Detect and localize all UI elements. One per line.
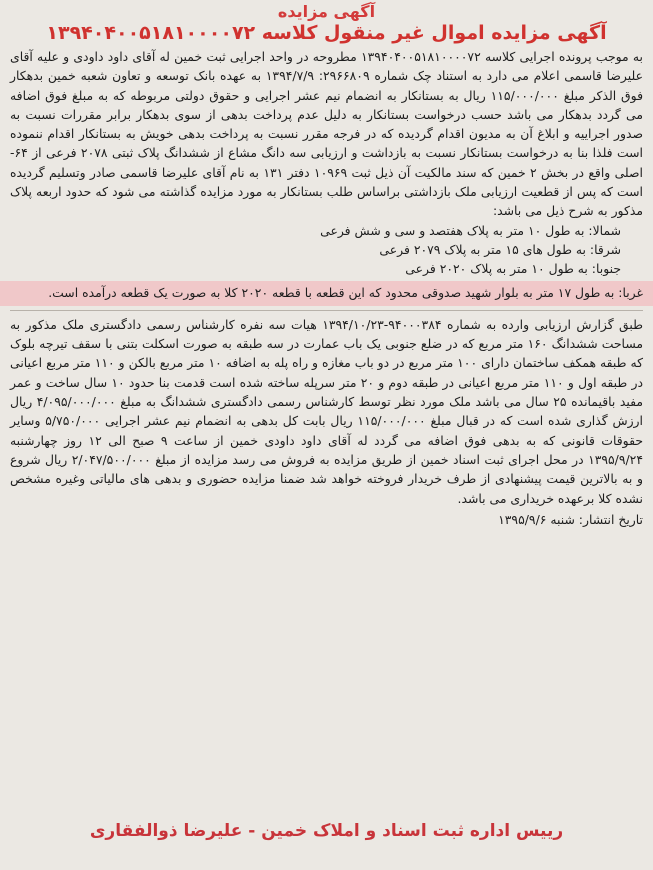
boundary-south: جنوبا: به طول ۱۰ متر به پلاک ۲۰۲۰ فرعی xyxy=(405,261,621,277)
notice-subtitle: آگهی مزایده اموال غیر منقول کلاسه ۱۳۹۴۰۴۰۰۵۱۸۱۰۰۰۰۷۲ xyxy=(46,22,607,44)
section-divider xyxy=(10,310,643,311)
notice-title: آگهی مزایده xyxy=(277,2,376,21)
signature-line: رییس اداره ثبت اسناد و املاک خمین - علیرضا ذوالفقاری xyxy=(89,821,564,841)
boundary-east: شرقا: به طول های ۱۵ متر به پلاک ۲۰۷۹ فرعی xyxy=(379,241,621,257)
west-boundary-highlight xyxy=(0,281,653,306)
boundary-west: غربا: به طول ۱۷ متر به بلوار شهید صدوقی محدود که این قطعه با قطعه ۲۰۲۰ کلا به صورت یک قطعه درآمده است. xyxy=(48,284,643,300)
intro-paragraph: به موجب پرونده اجرایی کلاسه ۱۳۹۴۰۴۰۰۵۱۸۱۰۰۰۰۷۲ مطروحه در واحد اجرایی ثبت خمین له آقای داود داودی و علیه آقای علیرضا قاسمی اعلام می دارد به استناد چک شماره ۲۹۶۶۸۰۹: ۱۳۹۴/۷/۹ به عهده بانک توسعه و تعاون شعبه خمین بدهکار فوق الذکر مبلغ ۱۱۵/۰۰۰/۰۰۰ ریال به بستانکار به انضمام نیم عشر اجرایی و حقوق دولتی مربوطه که به مبلغ فوق اضافه می گردد بدهکار می باشد حسب درخواست بستانکار به دلیل عدم پرداخت بدهی از سوی بدهکار برابر مقررات نسبت به صدور اجراییه و ابلاغ آن به مدیون اقدام گردیده که در فرجه مقرر نسبت به پرداخت بدهی خویش به بستانکار اقدام ننموده است فلذا بنا به درخواست بستانکار نسبت به بازداشت و ارزیابی سه دانگ مشاع از ششدانگ پلاک ثبتی ۲۰۷۸ فرعی از ۶۴- اصلی واقع در بخش ۲ خمین که سند مالکیت آن ذیل ثبت ۱۰۹۶۹ دفتر ۱۳۱ به نام آقای علیرضا قاسمی صادر وتسلیم گردیده است که پس از قطعیت ارزیابی ملک بازداشتی براساس طلب بستانکار به مورد مزایده گذاشته می شود که حدود اربعه پلاک مذکور به شرح ذیل می باشد: xyxy=(10,49,643,219)
publish-date: تاریخ انتشار: شنبه ۱۳۹۵/۹/۶ xyxy=(498,511,643,527)
boundary-north: شمالا: به طول ۱۰ متر به پلاک هفتصد و سی و شش فرعی xyxy=(320,222,621,238)
appraisal-report-paragraph: طبق گزارش ارزیابی وارده به شماره ۹۴۰۰۰۳۸۴-۱۳۹۴/۱۰/۲۳ هیات سه نفره کارشناس رسمی دادگستری ملک مذکور به مساحت ششدانگ ۱۶۰ متر مربع که در ضلع جنوبی یک باب عمارت در سه طبقه به صورت اسکلت بتنی با سقف تیرچه بلوک که طبقه همکف ساختمان دارای ۱۰۰ متر مربع در دو باب مغازه و راه پله به اضافه ۱۰ متر مربع بالکن و ۱۱۰ متر مربع اعیانی در طبقه اول و ۱۱۰ متر مربع اعیانی در طبقه دوم و ۲۰ متر سرپله ساخته شده است قدمت بنا حدود ۱۰ سال ساخت و عمر مفید باقیمانده ۲۵ سال می باشد ملک مورد نظر توسط کارشناس رسمی دادگستری ششدانگ به مبلغ ۴/۰۹۵/۰۰۰/۰۰۰ ریال ارزش گذاری شده است که در قبال مبلغ ۱۱۵/۰۰۰/۰۰۰ ریال بابت کل بدهی به انضمام نیم عشر اجرایی ۵/۷۵۰/۰۰۰ وسایر حقوقات قانونی که به بدهی فوق اضافه می گردد له آقای داود داودی خمین از ساعت ۹ صبح الی ۱۲ روز چهارشنبه ۱۳۹۵/۹/۲۴ در محل اجرای ثبت اسناد خمین از طریق مزایده به فروش می رسد مزایده از مبلغ ۲/۰۴۷/۵۰۰/۰۰۰ ریال شروع و به بالاترین قیمت پیشنهادی از طرف خریدار فروخته خواهد شد ضمنا مزایده حضوری و بدهی های مالیاتی وغیره مشخص نشده کلا برعهده خریداری می باشد. xyxy=(10,316,644,506)
